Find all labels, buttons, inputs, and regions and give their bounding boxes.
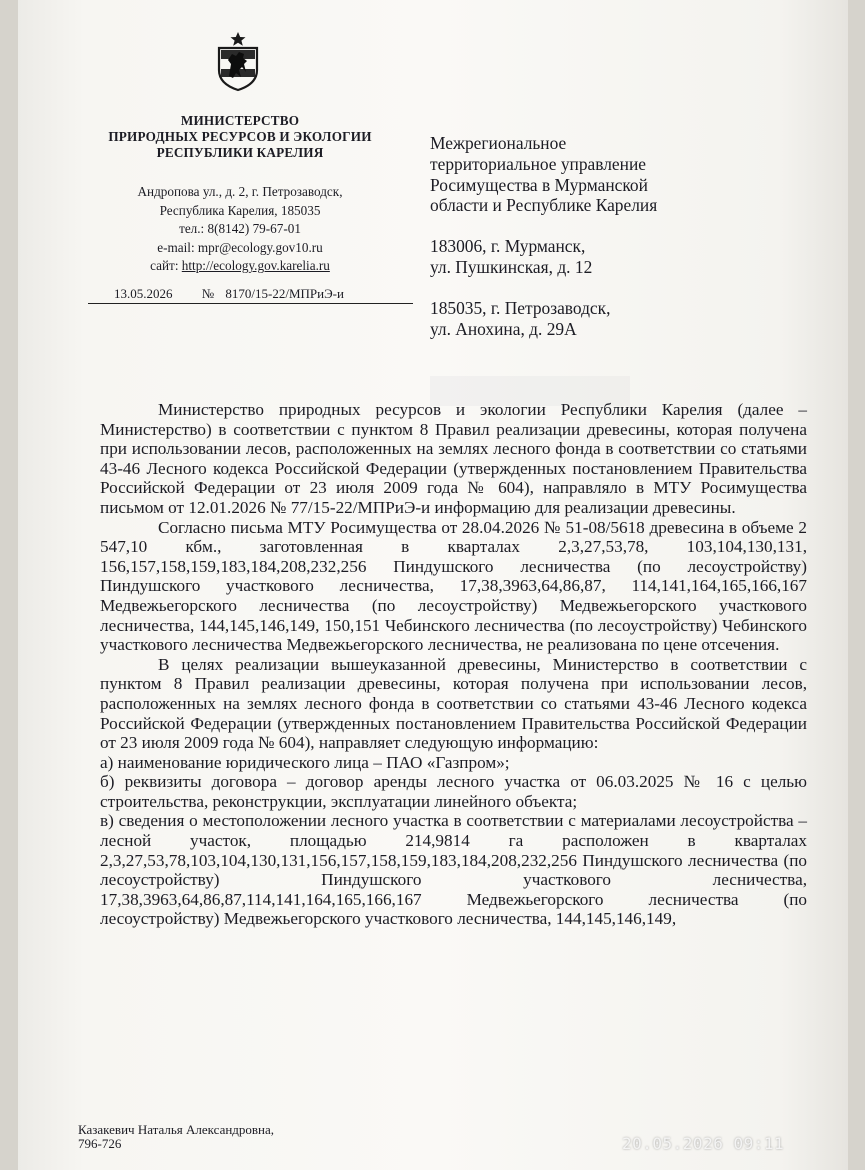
- site-prefix: сайт:: [150, 258, 182, 274]
- site-line: [70, 257, 410, 276]
- addressee-address-line: ул. Пушкинская, д. 12: [430, 256, 593, 277]
- letter-number: 8170/15-22/МПРиЭ-и: [225, 286, 344, 301]
- item-b: б) реквизиты договора – договор аренды лесного участка от 06.03.2025 № 16 с целью строительства, реконструкции, эксплуатации линейного объекта;: [100, 772, 807, 811]
- executor-phone: 796-726: [78, 1136, 122, 1151]
- item-c: в) сведения о местоположении лесного участка в соответствии с материалами лесоустройства – лесной участок, площадью 214,9814 га расположен в кварталах 2,3,27,53,78,103,104,130,131,156,157,158,159,183,184,208,232,256 Пиндушского лесничества (по лесоустройству) Пиндушского участкового лесничества, 17,38,3963,64,86,87,114,141,164,165,166,167 Медвежьегорского лесничества (по лесоустройству) Медвежьегорского участкового лесничества, 144,145,146,149,: [100, 811, 807, 929]
- phone-line: тел.: 8(8142) 79-67-01: [179, 221, 301, 237]
- paragraph-information: В целях реализации вышеуказанной древесины, Министерство в соответствии с пунктом 8 Правил реализации древесины, которая получена при использовании лесов, расположенных на землях лесного фонда в соответствии со статьями 43-46 Лесного кодекса Российской Федерации (утвержденных постановлением Правительства Российской Федерации от 23 июля 2009 года № 604), направляет следующую информацию:: [100, 654, 807, 753]
- item-a: а) наименование юридического лица – ПАО «Газпром»;: [100, 752, 510, 772]
- addressee-block: [430, 133, 760, 359]
- addressee-org-line: Росимущества в Мурманской: [430, 174, 648, 195]
- email-line: e-mail: mpr@ecology.gov10.ru: [157, 239, 323, 255]
- addressee-org: [430, 133, 760, 216]
- ministry-name-line: РЕСПУБЛИКИ КАРЕЛИЯ: [156, 145, 324, 160]
- ministry-name: [70, 113, 410, 161]
- photo-timestamp: 20.05.2026 09:11: [622, 1134, 785, 1153]
- addressee-address-murmansk: [430, 236, 760, 278]
- executor-info: [78, 1123, 378, 1151]
- addressee-org-line: территориальное управление: [430, 153, 646, 174]
- paragraph-intro: Министерство природных ресурсов и экологии Республики Карелия (далее – Министерство) в соответствии с пунктом 8 Правил реализации древесины, которая получена при использовании лесов, расположенных на землях лесного фонда в соответствии со статьями 43-46 Лесного кодекса Российской Федерации (утвержденных постановлением Правительства Российской Федерации от 23 июля 2009 года № 604), направляло в МТУ Росимущества письмом от 12.01.2026 № 77/15-22/МПРиЭ-и информацию для реализации древесины.: [100, 400, 807, 517]
- address-line: Республика Карелия, 185035: [159, 202, 321, 218]
- ministry-name-line: МИНИСТЕРСТВО: [180, 113, 300, 128]
- address-line: Андропова ул., д. 2, г. Петрозаводск,: [137, 184, 343, 199]
- letter-date: 13.05.2026: [114, 286, 173, 301]
- addressee-address-line: 185035, г. Петрозаводск,: [430, 297, 611, 318]
- karelia-coat-of-arms-icon: [214, 30, 262, 92]
- ministry-name-line: ПРИРОДНЫХ РЕСУРСОВ И ЭКОЛОГИИ: [108, 129, 372, 144]
- ministry-contacts: [70, 183, 410, 276]
- addressee-org-line: Межрегиональное: [430, 133, 567, 153]
- site-link[interactable]: http://ecology.gov.karelia.ru: [181, 258, 330, 274]
- addressee-org-line: области и Республике Карелия: [430, 195, 658, 216]
- outgoing-reference: [88, 286, 413, 304]
- number-sign: №: [201, 286, 215, 301]
- letter-body: [100, 400, 807, 929]
- addressee-address-line: 183006, г. Мурманск,: [430, 236, 586, 257]
- addressee-address-line: ул. Анохина, д. 29А: [430, 318, 577, 339]
- paragraph-unsold-timber: Согласно письма МТУ Росимущества от 28.04.2026 № 51-08/5618 древесина в объеме 2 547,10 кбм., заготовленная в кварталах 2,3,27,53,78, 103,104,130,131, 156,157,158,159,183,184,208,232,256 Пиндушского лесничества (по лесоустройству) Пиндушского участкового лесничества, 17,38,3963,64,86,87, 114,141,164,165,166,167 Медвежьегорского лесничества (по лесоустройству) Медвежьегорского участкового лесничества, 144,145,146,149, 150,151 Чебинского лесничества (по лесоустройству) Чебинского участкового лесничества Медвежьегорского лесничества, не реализована по цене отсечения.: [100, 517, 807, 655]
- executor-name: Казакевич Наталья Александровна,: [78, 1122, 275, 1137]
- addressee-address-petrozavodsk: [430, 298, 760, 340]
